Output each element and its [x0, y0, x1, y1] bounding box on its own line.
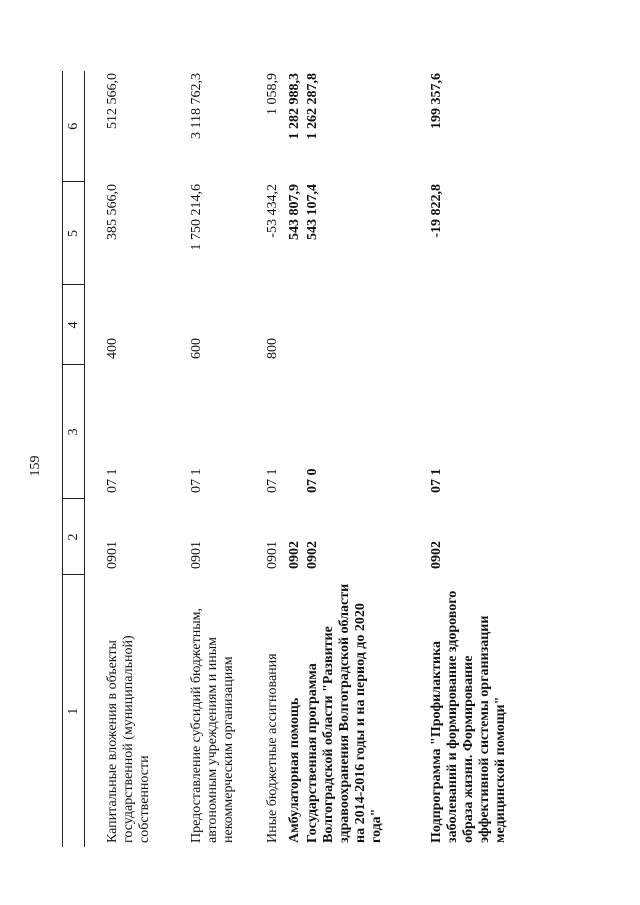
row-target: 07 1: [429, 468, 444, 493]
row-target: 07 1: [265, 468, 280, 493]
row-amount-2: 3 118 762,3: [189, 73, 204, 139]
page-number: 159: [28, 455, 43, 477]
table-row: [401, 71, 525, 847]
row-amount-2: 512 566,0: [105, 73, 120, 129]
row-amount-1: -19 822,8: [429, 184, 444, 238]
row-amount-1: 1 750 214,6: [189, 184, 204, 251]
row-name: Капитальные вложения в объекты государственной (муниципальной) собственности: [105, 635, 152, 843]
row-name: Подпрограмма "Профилактика заболеваний и формирование здорового образа жизни. Формирование эффективной системы организации медицинской помощи": [429, 590, 508, 843]
row-type: [401, 285, 525, 365]
row-type: [287, 285, 305, 365]
row-type: 800: [265, 338, 280, 359]
table-header-row: [63, 71, 85, 847]
row-amount-1: -53 434,2: [265, 184, 280, 238]
row-name: Амбулаторная помощь: [287, 697, 302, 843]
table-row: [287, 71, 305, 847]
header-col-3: 3: [63, 365, 85, 499]
budget-table: [62, 71, 525, 847]
row-section: 0901: [265, 541, 280, 569]
row-name: Государственная программа Волгоградской области "Развитие здравоохранения Волгоградской области на 2014-2016 годы и на период до 2020 года": [305, 583, 384, 843]
table-row: [185, 71, 261, 847]
row-type: [305, 285, 401, 365]
row-section: 0902: [305, 541, 320, 569]
row-target: [287, 365, 305, 499]
row-section: 0902: [429, 541, 444, 569]
row-section: 0902: [287, 541, 302, 569]
row-amount-1: 385 566,0: [105, 184, 120, 240]
header-col-6: 6: [63, 71, 85, 182]
row-target: 07 1: [105, 468, 120, 493]
table-row: [85, 71, 186, 847]
row-amount-2: 199 357,6: [429, 73, 444, 129]
budget-table-container: [62, 71, 524, 847]
row-type: 400: [105, 338, 120, 359]
header-col-4: 4: [63, 285, 85, 365]
row-amount-2: 1 058,9: [265, 73, 280, 115]
row-name: Предоставление субсидий бюджетным, автономным учреждениям и иным некоммерческим организациям: [189, 607, 236, 843]
row-name: Иные бюджетные ассигнования: [265, 653, 280, 843]
row-section: 0901: [105, 541, 120, 569]
row-amount-2: 1 262 287,8: [305, 73, 320, 140]
row-amount-1: 543 807,9: [287, 184, 302, 240]
row-target: 07 0: [305, 468, 320, 493]
header-col-1: 1: [63, 575, 85, 847]
table-row: [305, 71, 401, 847]
table-row: [261, 71, 287, 847]
row-section: 0901: [189, 541, 204, 569]
row-type: 600: [189, 338, 204, 359]
row-target: 07 1: [189, 468, 204, 493]
header-col-2: 2: [63, 499, 85, 575]
row-amount-2: 1 282 988,3: [287, 73, 302, 140]
header-col-5: 5: [63, 182, 85, 285]
row-amount-1: 543 107,4: [305, 184, 320, 240]
